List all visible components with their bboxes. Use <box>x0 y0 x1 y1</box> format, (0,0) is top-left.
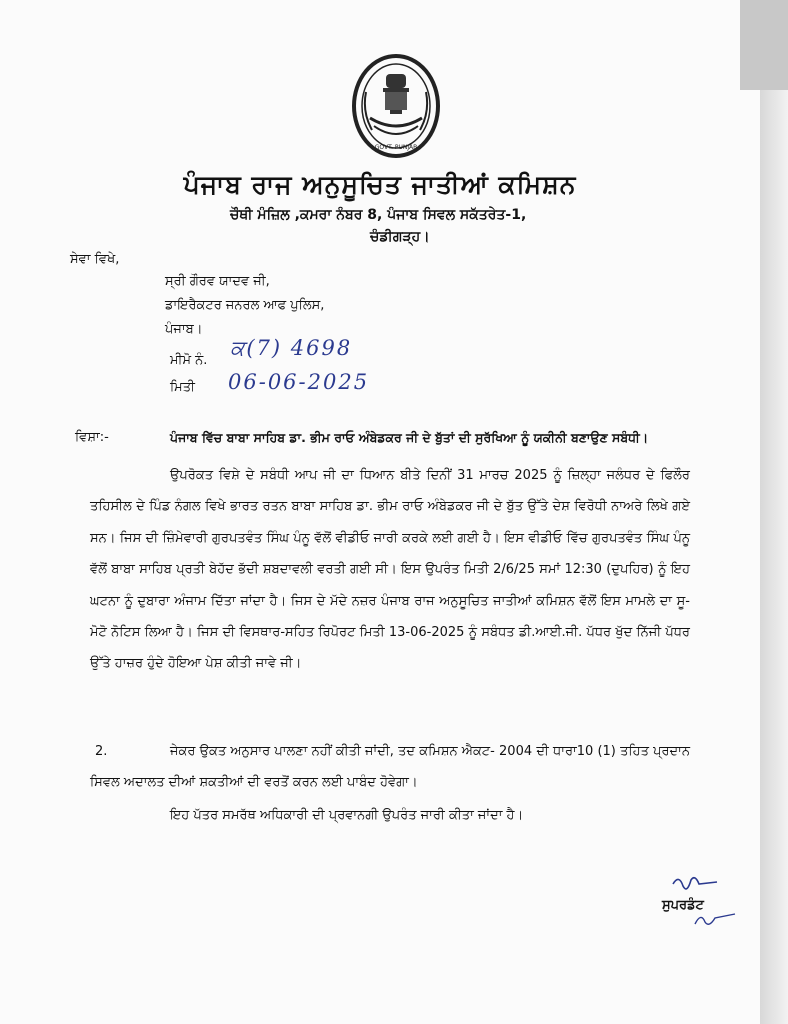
subject-text: ਪੰਜਾਬ ਵਿੱਚ ਬਾਬਾ ਸਾਹਿਬ ਡਾ. ਭੀਮ ਰਾਓ ਅੰਬੇਡਕਰ ਜੀ ਦੇ ਬੁੱਤਾਂ ਦੀ ਸੁਰੱਖਿਆ ਨੂੰ ਯਕੀਨੀ ਬਣਾਉਣ ਸਬੰਧੀ। <box>170 430 649 445</box>
recipient-name: ਸ੍ਰੀ ਗੌਰਵ ਯਾਦਵ ਜੀ, <box>165 274 270 289</box>
page-edge-shadow <box>760 0 788 1024</box>
body-paragraph-2: ਜੇਕਰ ਉਕਤ ਅਨੁਸਾਰ ਪਾਲਣਾ ਨਹੀਂ ਕੀਤੀ ਜਾਂਦੀ, ਤਦ ਕਮਿਸ਼ਨ ਐਕਟ- 2004 ਦੀ ਧਾਰਾ10 (1) ਤਹਿਤ ਪ੍ਰਦਾਨ ਸਿਵਲ ਅਦਾਲਤ ਦੀਆਂ ਸ਼ਕਤੀਆਂ ਦੀ ਵਰਤੋਂ ਕਰਨ ਲਈ ਪਾਬੰਦ ਹੋਵੇਗਾ। <box>90 744 690 791</box>
body-paragraph-3: ਇਹ ਪੱਤਰ ਸਮਰੱਥ ਅਧਿਕਾਰੀ ਦੀ ਪ੍ਰਵਾਨਗੀ ਉਪਰੰਤ ਜਾਰੀ ਕੀਤਾ ਜਾਂਦਾ ਹੈ। <box>170 808 524 823</box>
paragraph-2-number: 2. <box>95 744 108 759</box>
punjab-government-seal-icon <box>350 52 442 160</box>
commission-title: ਪੰਜਾਬ ਰਾਜ ਅਨੁਸੂਚਿਤ ਜਾਤੀਆਂ ਕਮਿਸ਼ਨ <box>183 170 577 199</box>
address-line-2: ਚੰਡੀਗੜ੍ਹ। <box>370 229 430 245</box>
salutation: ਸੇਵਾ ਵਿਖੇ, <box>70 252 120 267</box>
page-corner-shadow <box>740 0 788 90</box>
date-label: ਮਿਤੀ <box>170 380 195 395</box>
signatory-designation: ਸੁਪਰਡੰਟ <box>662 898 704 913</box>
body-paragraph-1: ਉਪਰੋਕਤ ਵਿਸ਼ੇ ਦੇ ਸਬੰਧੀ ਆਪ ਜੀ ਦਾ ਧਿਆਨ ਬੀਤੇ ਦਿਨੀਂ 31 ਮਾਰਚ 2025 ਨੂੰ ਜ਼ਿਲ੍ਹਾ ਜਲੰਧਰ ਦੇ ਫਿਲੌਰ ਤਹਿਸੀਲ ਦੇ ਪਿੰਡ ਨੰਗਲ ਵਿਖੇ ਭਾਰਤ ਰਤਨ ਬਾਬਾ ਸਾਹਿਬ ਡਾ. ਭੀਮ ਰਾਓ ਅੰਬੇਡਕਰ ਜੀ ਦੇ ਬੁੱਤ ਉੱਤੇ ਦੇਸ਼ ਵਿਰੋਧੀ ਨਾਅਰੇ ਲਿਖੇ ਗਏ ਸਨ। ਜਿਸ ਦੀ ਜ਼ਿੰਮੇਵਾਰੀ ਗੁਰਪਤਵੰਤ ਸਿੰਘ ਪੰਨੂ ਵੱਲੋਂ ਵੀਡੀਓ ਜਾਰੀ ਕਰਕੇ ਲਈ ਗਈ ਹੈ। ਇਸ ਵੀਡੀਓ ਵਿੱਚ ਗੁਰਪਤਵੰਤ ਸਿੰਘ ਪੰਨੂ ਵੱਲੋਂ ਬਾਬਾ ਸਾਹਿਬ ਪ੍ਰਤੀ ਬੇਹੱਦ ਭੱਦੀ ਸ਼ਬਦਾਵਲੀ ਵਰਤੀ ਗਈ ਸੀ। ਇਸ ਉਪਰੰਤ ਮਿਤੀ 2/6/25 ਸਮਾਂ 12:30 (ਦੁਪਹਿਰ) ਨੂੰ ਇਹ ਘਟਨਾ ਨੂੰ ਦੁਬਾਰਾ ਅੰਜਾਮ ਦਿੱਤਾ ਜਾਂਦਾ ਹੈ। ਜਿਸ ਦੇ ਮੱਦੇ ਨਜ਼ਰ ਪੰਜਾਬ ਰਾਜ ਅਨੁਸੂਚਿਤ ਜਾਤੀਆਂ ਕਮਿਸ਼ਨ ਵੱਲੋਂ ਇਸ ਮਾਮਲੇ ਦਾ ਸੂ-ਮੋਟੋ ਨੋਟਿਸ ਲਿਆ ਹੈ। ਜਿਸ ਦੀ ਵਿਸਥਾਰ-ਸਹਿਤ ਰਿਪੋਰਟ ਮਿਤੀ 13-06-2025 ਨੂੰ ਸਬੰਧਤ ਡੀ.ਆਈ.ਜੀ. ਪੱਧਰ ਖੁੱਦ ਨਿੱਜੀ ਪੱਧਰ ਉੱਤੇ ਹਾਜ਼ਰ ਹੁੰਦੇ ਹੋਇਆ ਪੇਸ਼ ਕੀਤੀ ਜਾਵੇ ਜੀ। <box>90 468 690 672</box>
seal-text: GOVT. PUNJAB <box>374 144 418 151</box>
recipient-designation: ਡਾਇਰੈਕਟਰ ਜਨਰਲ ਆਫ ਪੁਲਿਸ, <box>165 298 325 313</box>
subject-label: ਵਿਸ਼ਾ:- <box>75 430 109 445</box>
address-line-1: ਚੌਥੀ ਮੰਜ਼ਿਲ ,ਕਮਰਾ ਨੰਬਰ 8, ਪੰਜਾਬ ਸਿਵਲ ਸਕੱਤਰੇਤ-1, <box>230 207 527 223</box>
memo-label: ਮੀਮੋ ਨੰ. <box>170 353 208 368</box>
recipient-place: ਪੰਜਾਬ। <box>165 322 203 337</box>
date-handwritten: 06-06-2025 <box>228 370 370 394</box>
memo-number-handwritten: ਕ(7) 4698 <box>230 336 353 360</box>
